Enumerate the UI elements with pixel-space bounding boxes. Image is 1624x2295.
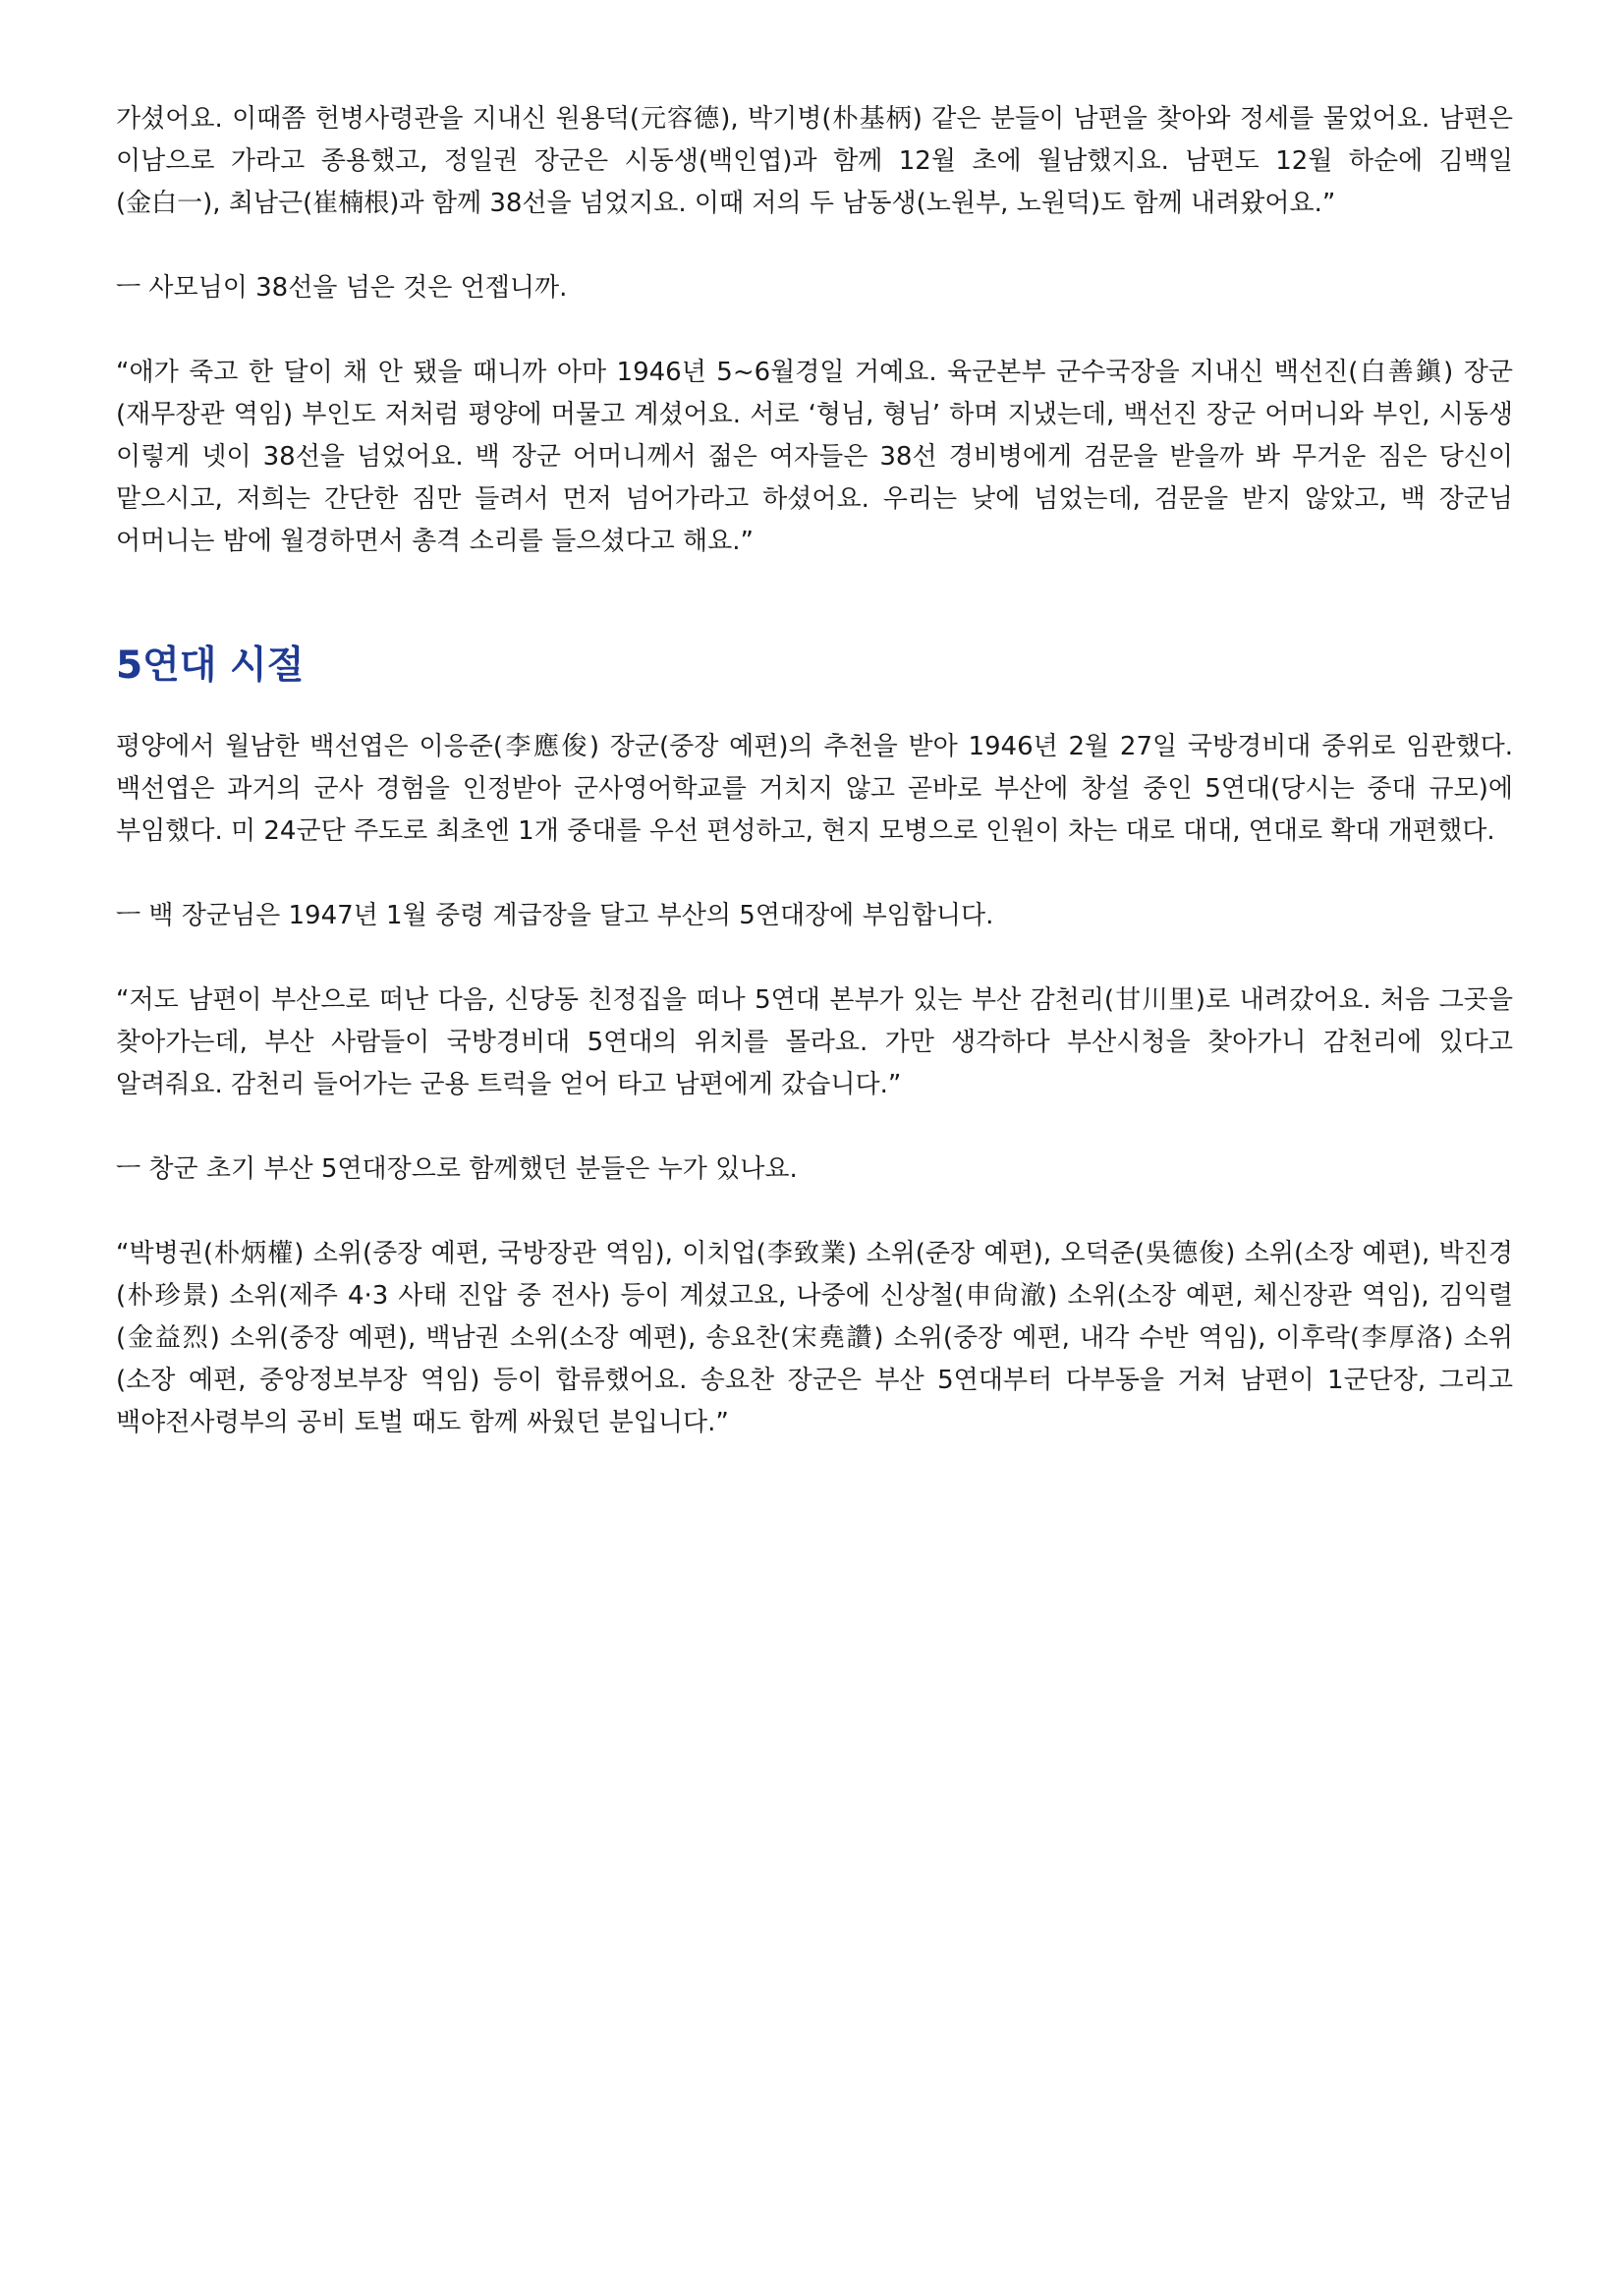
paragraph-gamcheon: “저도 남편이 부산으로 떠난 다음, 신당동 친정집을 떠나 5연대 본부가 있는 부산 감천리(甘川里)로 내려갔어요. 처음 그곳을 찾아가는데, 부산 사람들이 국방경비대 5연대의 위치를 몰라요. 가만 생각하다 부산시청을 찾아가니 감천리에 있다고 알려줘요. 감천리 들어가는 군용 트럭을 얻어 타고 남편에게 갔습니다.” xyxy=(116,985,1513,1099)
document-page xyxy=(116,98,1513,1486)
paragraph-crossing-story: 가셨어요. 이때쯤 헌병사령관을 지내신 원용덕(元容德), 박기병(朴基柄) 같은 분들이 남편을 찾아와 정세를 물었어요. 남편은 이남으로 가라고 종용했고, 정일권 장군은 시동생(백인엽)과 함께 12월 초에 월남했지요. 남편도 12월 하순에 김백일(金白一), 최남근(崔楠根)과 함께 38선을 넘었지요. 이때 저의 두 남동생(노원부, 노원덕)도 함께 내려왔어요.” xyxy=(116,104,1513,218)
paragraph-38th-parallel: “애가 죽고 한 달이 채 안 됐을 때니까 아마 1946년 5~6월경일 거예요. 육군본부 군수국장을 지내신 백선진(白善鎭) 장군(재무장관 역임) 부인도 저처럼 평양에 머물고 계셨어요. 서로 ‘형님, 형님’ 하며 지냈는데, 백선진 장군 어머니와 부인, 시동생 이렇게 넷이 38선을 넘었어요. 백 장군 어머니께서 젊은 여자들은 38선 경비병에게 검문을 받을까 봐 무거운 짐은 당신이 맡으시고, 저희는 간단한 짐만 들려서 먼저 넘어가라고 하셨어요. 우리는 낮에 넘었는데, 검문을 받지 않았고, 백 장군님 어머니는 밤에 월경하면서 총격 소리를 들으셨다고 해요.” xyxy=(116,358,1513,556)
interview-question: ㅡ 백 장군님은 1947년 1월 중령 계급장을 달고 부산의 5연대장에 부임합니다. xyxy=(116,901,994,930)
interview-question: ㅡ 사모님이 38선을 넘은 것은 언젭니까. xyxy=(116,273,568,303)
paragraph-officers: “박병권(朴炳權) 소위(중장 예편, 국방장관 역임), 이치업(李致業) 소위(준장 예편), 오덕준(吳德俊) 소위(소장 예편), 박진경(朴珍景) 소위(제주 4·3 사태 진압 중 전사) 등이 계셨고요, 나중에 신상철(申尙澈) 소위(소장 예편, 체신장관 역임), 김익렬(金益烈) 소위(중장 예편), 백남권 소위(소장 예편), 송요찬(宋堯讚) 소위(중장 예편, 내각 수반 역임), 이후락(李厚洛) 소위(소장 예편, 중앙정보부장 역임) 등이 합류했어요. 송요찬 장군은 부산 5연대부터 다부동을 거쳐 남편이 1군단장, 그리고 백야전사령부의 공비 토벌 때도 함께 싸웠던 분입니다.” xyxy=(116,1239,1513,1437)
interview-question: ㅡ 창군 초기 부산 5연대장으로 함께했던 분들은 누가 있나요. xyxy=(116,1154,798,1184)
section-heading: 5연대 시절 xyxy=(116,644,305,688)
paragraph-commission: 평양에서 월남한 백선엽은 이응준(李應俊) 장군(중장 예편)의 추천을 받아 1946년 2월 27일 국방경비대 중위로 임관했다. 백선엽은 과거의 군사 경험을 인정받아 군사영어학교를 거치지 않고 곧바로 부산에 창설 중인 5연대(당시는 중대 규모)에 부임했다. 미 24군단 주도로 최초엔 1개 중대를 우선 편성하고, 현지 모병으로 인원이 차는 대로 대대, 연대로 확대 개편했다. xyxy=(116,732,1513,846)
